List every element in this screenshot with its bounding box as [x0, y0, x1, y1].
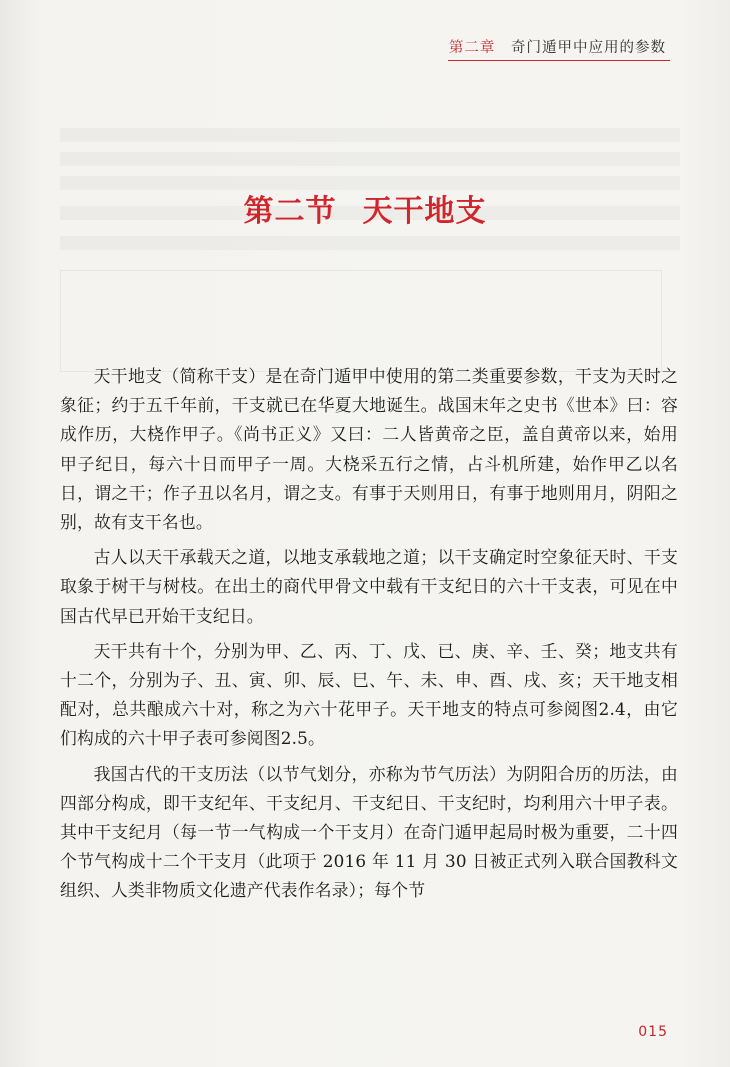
paragraph: 我国古代的干支历法（以节气划分，亦称为节气历法）为阴阳合历的历法，由四部分构成，即干支纪年、干支纪月、干支纪日、干支纪时，均利用六十甲子表。其中干支纪月（每一节一气构成一个干支月）在奇门遁甲起局时极为重要，二十四个节气构成十二个干支月（此项于 2016 年 11 月 30 日被正式列入联合国教科文组织、人类非物质文化遗产代表作名录）；每个节: [60, 763, 678, 901]
section-heading: [0, 186, 730, 230]
bleed-through-line: [60, 128, 680, 142]
section-title: 天干地支: [362, 194, 487, 229]
bleed-through-table: [60, 270, 662, 372]
header-rule: [448, 60, 670, 61]
page-number: 015: [638, 1024, 668, 1040]
body-text: [60, 362, 678, 912]
bleed-through-line: [60, 236, 680, 250]
paragraph: 天干共有十个，分别为甲、乙、丙、丁、戊、已、庚、辛、壬、癸；地支共有十二个，分别为子、丑、寅、卯、辰、巳、午、未、申、酉、戌、亥；天干地支相配对，总共酿成六十对，称之为六十花甲子。天干地支的特点可参阅图2.4，由它们构成的六十甲子表可参阅图2.5。: [60, 640, 678, 749]
chapter-title: 奇门遁甲中应用的参数: [511, 40, 666, 56]
section-number: 第二节: [243, 194, 337, 229]
bleed-through-line: [60, 152, 680, 166]
running-header: [449, 36, 666, 57]
chapter-label: 第二章: [448, 40, 496, 56]
paragraph: 古人以天干承载天之道，以地支承载地之道；以干支确定时空象征天时、干支取象于树干与树枝。在出土的商代甲骨文中载有干支纪日的六十干支表，可见在中国古代早已开始干支纪日。: [60, 547, 678, 626]
paragraph: 天干地支（简称干支）是在奇门遁甲中使用的第二类重要参数，干支为天时之象征；约于五千年前，干支就已在华夏大地诞生。战国末年之史书《世本》曰：容成作历，大桡作甲子。《尚书正义》又曰：二人皆黄帝之臣，盖自黄帝以来，始用甲子纪日，每六十日而甲子一周。大桡采五行之情，占斗机所建，始作甲乙以名日，谓之干；作子丑以名月，谓之支。有事于天则用日，有事于地则用月，阴阳之别，故有支干名也。: [60, 366, 678, 533]
